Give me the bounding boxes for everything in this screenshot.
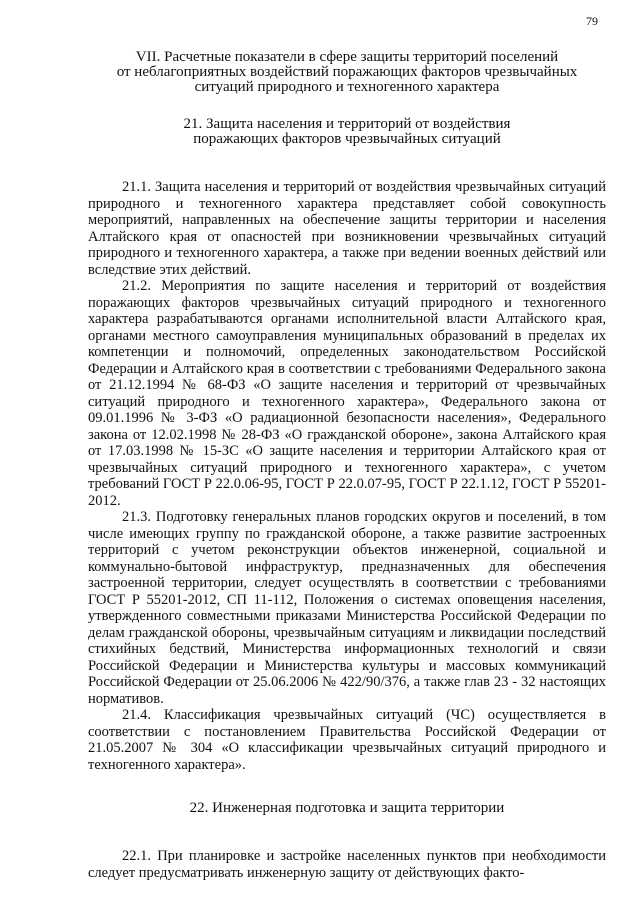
subsection-22-body bbox=[88, 848, 606, 881]
subsection-heading-line: поражающих факторов чрезвычайных ситуаций bbox=[193, 131, 501, 147]
paragraph-21-1: 21.1. Защита населения и территорий от воздействия чрезвычайных ситуаций природного и техногенного характера представляет собой совокупность мероприятий, направленных на обеспечение защиты территории и населения Алтайского края от опасностей при возникновении чрезвычайных ситуаций природного и техногенного характера, а также при ведении военных действий или вследствие этих действий. bbox=[88, 179, 606, 278]
subsection-22-heading: 22. Инженерная подготовка и защита территории bbox=[189, 800, 505, 816]
paragraph-21-3: 21.3. Подготовку генеральных планов городских округов и поселений, в том числе имеющих группу по гражданской обороне, а также развитие застроенных территорий с учетом реконструкции объектов инженерной, социальной и коммунально-бытовой инфраструктур, предназначенных для обеспечения застроенной территории, следует осуществлять в соответствии с требованиями ГОСТ Р 55201-2012, СП 11-112, Положения о системах оповещения населения, утвержденного совместными приказами Министерства Российской Федерации по делам гражданской обороны, чрезвычайным ситуациям и ликвидации последствий стихийных бедствий, Министерства информационных технологий и связи Российской Федерации и Министерства культуры и массовых коммуникаций Российской Федерации от 25.06.2006 № 422/90/376, а также глав 23 - 32 настоящих нормативов. bbox=[88, 509, 606, 707]
subsection-21-body bbox=[88, 179, 606, 773]
paragraph-21-4: 21.4. Классификация чрезвычайных ситуаций (ЧС) осуществляется в соответствии с постановлением Правительства Российской Федерации от 21.05.2007 № 304 «О классификации чрезвычайных ситуаций природного и техногенного характера». bbox=[88, 707, 606, 773]
paragraph-22-1: 22.1. При планировке и застройке населенных пунктов при необходимости следует предусматривать инженерную защиту от действующих факто- bbox=[88, 848, 606, 881]
section-heading-line: от неблагоприятных воздействий поражающих факторов чрезвычайных bbox=[116, 64, 578, 80]
document-body bbox=[88, 46, 606, 881]
section-heading-line: VII. Расчетные показатели в сфере защиты территорий поселений bbox=[135, 49, 559, 65]
section-heading-line: ситуаций природного и техногенного характера bbox=[194, 79, 500, 95]
section-heading bbox=[88, 50, 606, 95]
page-number: 79 bbox=[586, 14, 598, 28]
subsection-21-heading bbox=[88, 117, 606, 147]
paragraph-21-2: 21.2. Мероприятия по защите населения и территорий от воздействия поражающих факторов чрезвычайных ситуаций природного и техногенного характера разрабатываются органами исполнительной власти Алтайского края, органами местного самоуправления муниципальных образований в пределах их компетенции и полномочий, определенных законодательством Российской Федерации и Алтайского края в соответствии с требованиями Федерального закона от 21.12.1994 № 68-ФЗ «О защите населения и территорий от чрезвычайных ситуаций природного и техногенного характера», Федерального закона от 09.01.1996 № 3-ФЗ «О радиационной безопасности населения», Федерального закона от 12.02.1998 № 28-ФЗ «О гражданской обороне», закона Алтайского края от 17.03.1998 № 15-ЗС «О защите населения и территории Алтайского края от чрезвычайных ситуаций природного и техногенного характера», с учетом требований ГОСТ Р 22.0.06-95, ГОСТ Р 22.0.07-95, ГОСТ Р 22.1.12, ГОСТ Р 55201-2012. bbox=[88, 278, 606, 509]
subsection-heading-line: 21. Защита населения и территорий от воздействия bbox=[183, 116, 511, 132]
